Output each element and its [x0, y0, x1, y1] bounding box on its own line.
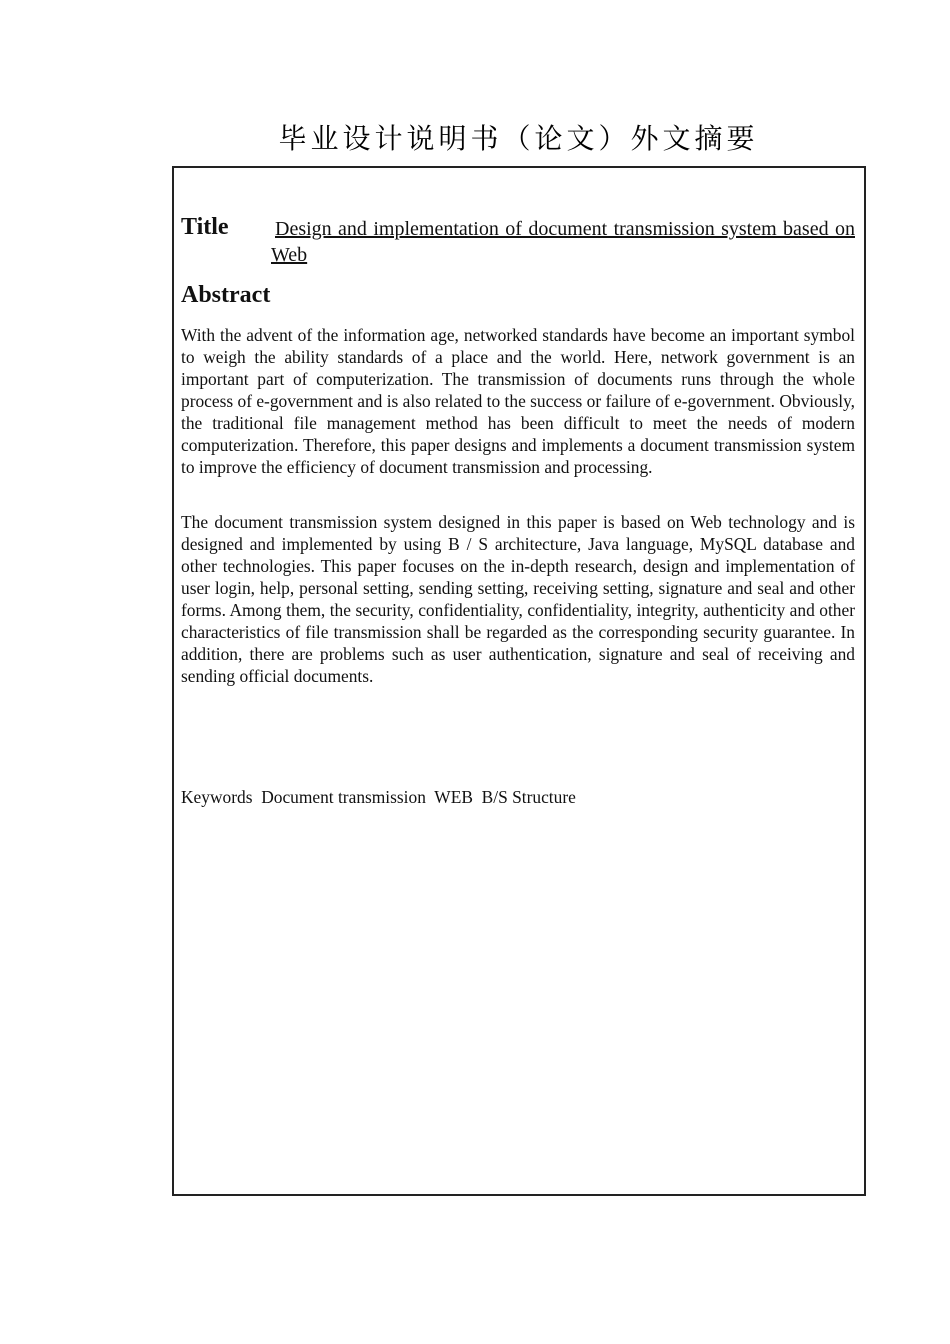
- title-label: Title: [181, 214, 229, 240]
- abstract-heading: Abstract: [181, 282, 271, 308]
- page-heading: 毕业设计说明书（论文）外文摘要: [278, 122, 759, 155]
- title-text: Design and implementation of document transmission system based on Web: [271, 218, 855, 266]
- keyword-item: B/S Structure: [481, 787, 576, 807]
- keywords-label: Keywords: [181, 787, 253, 807]
- keyword-item: WEB: [434, 787, 473, 807]
- abstract-paragraph-1: With the advent of the information age, networked standards have become an important symbol to weigh the ability standards of a place and the world. Here, network government is an important part of computerization. The transmission of documents runs through the whole process of e-government and is also related to the success or failure of e-government. Obviously, the traditional file management method has been difficult to meet the needs of modern computerization. Therefore, this paper designs and implements a document transmission system to improve the efficiency of document transmission and processing.: [181, 325, 855, 477]
- keywords-line: [181, 786, 576, 808]
- abstract-paragraph-2: The document transmission system designed in this paper is based on Web technology and is designed and implemented by using B / S architecture, Java language, MySQL database and other technologies. This paper focuses on the in-depth research, design and implementation of user login, help, personal setting, sending setting, receiving setting, signature and seal and other forms. Among them, the security, confidentiality, confidentiality, integrity, authenticity and other characteristics of file transmission shall be regarded as the corresponding security guarantee. In addition, there are problems such as user authentication, signature and seal of receiving and sending official documents.: [181, 512, 855, 686]
- keyword-item: Document transmission: [261, 787, 426, 807]
